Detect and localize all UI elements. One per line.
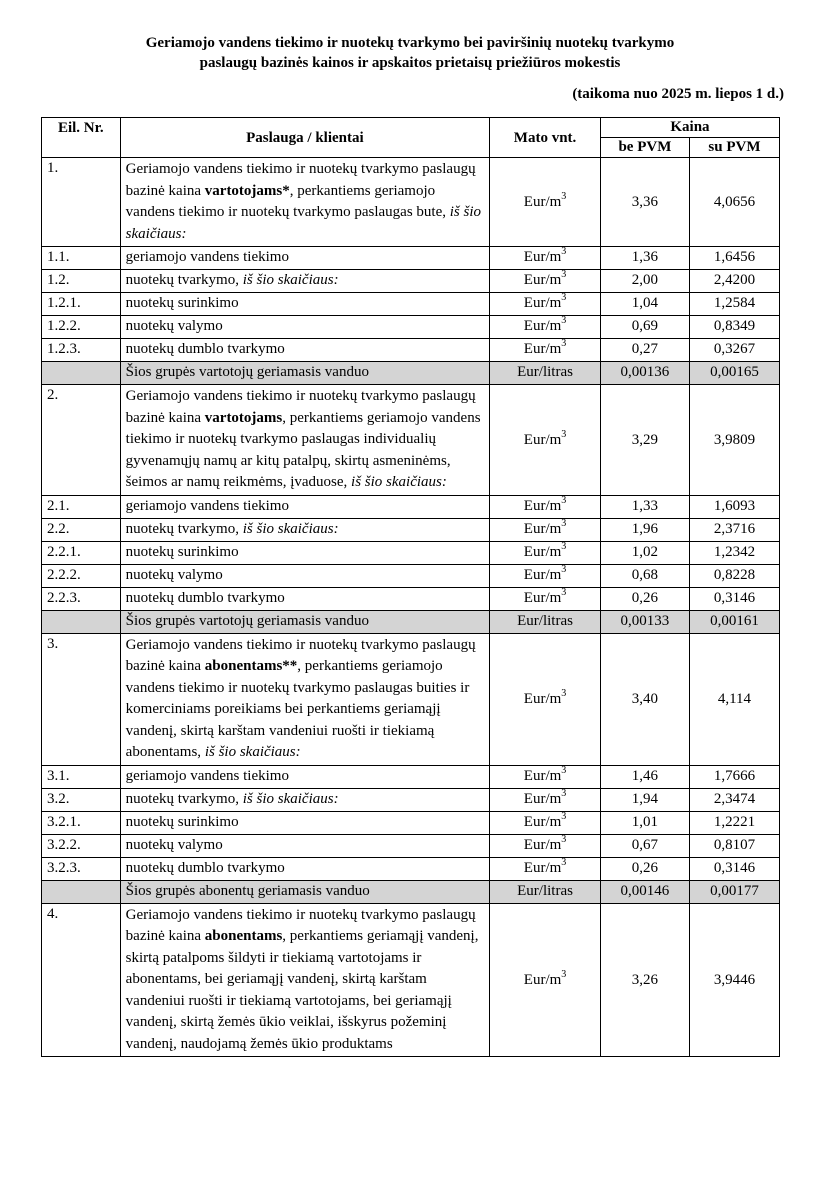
price-with-vat: 4,114 bbox=[689, 633, 779, 765]
table-row bbox=[42, 834, 780, 857]
unit-text: Eur/m bbox=[523, 589, 562, 606]
summary-price-with-vat: 0,00165 bbox=[689, 362, 779, 385]
service-text: geriamojo vandens tiekimo bbox=[125, 497, 289, 514]
col-header-service: Paslauga / klientai bbox=[120, 118, 490, 158]
table-row-group bbox=[42, 633, 780, 765]
unit-cell bbox=[490, 834, 601, 857]
unit-superscript: 3 bbox=[561, 428, 567, 440]
row-number-empty bbox=[42, 362, 121, 385]
unit-cell bbox=[490, 495, 601, 518]
effective-date: (taikoma nuo 2025 m. liepos 1 d.) bbox=[572, 86, 784, 102]
price-with-vat: 3,9809 bbox=[689, 385, 779, 496]
desc-bold: abonentams** bbox=[204, 658, 298, 674]
row-number: 2.2.2. bbox=[42, 564, 121, 587]
unit-superscript: 3 bbox=[561, 968, 567, 980]
service-name bbox=[120, 541, 490, 564]
unit-text: Eur/m bbox=[523, 272, 562, 288]
table-row bbox=[42, 495, 780, 518]
price-no-vat: 1,04 bbox=[600, 293, 689, 316]
unit-cell bbox=[490, 158, 601, 247]
price-table-body bbox=[42, 158, 780, 1057]
table-row bbox=[42, 857, 780, 880]
summary-price-no-vat: 0,00133 bbox=[600, 610, 689, 633]
row-number: 1. bbox=[42, 158, 121, 247]
price-with-vat: 1,2584 bbox=[689, 293, 779, 316]
row-number: 3.1. bbox=[42, 765, 121, 788]
price-no-vat: 0,27 bbox=[600, 339, 689, 362]
unit-cell bbox=[490, 316, 601, 339]
service-name bbox=[120, 495, 490, 518]
service-name bbox=[120, 765, 490, 788]
unit-cell bbox=[490, 857, 601, 880]
col-header-price: Kaina bbox=[600, 118, 779, 138]
desc-text: Geriamojo vandens tiekimo ir nuotekų tvarkymo paslaugų bazinė kaina bbox=[125, 906, 476, 944]
row-number: 3.2. bbox=[42, 788, 121, 811]
desc-bold: abonentams bbox=[204, 928, 283, 944]
service-name bbox=[120, 339, 490, 362]
price-with-vat: 0,3267 bbox=[689, 339, 779, 362]
unit-text: Eur/m bbox=[523, 194, 562, 210]
price-with-vat: 3,9446 bbox=[689, 903, 779, 1057]
row-number: 1.1. bbox=[42, 247, 121, 270]
price-no-vat: 0,26 bbox=[600, 587, 689, 610]
col-header-with-vat: su PVM bbox=[689, 138, 779, 158]
service-name bbox=[120, 587, 490, 610]
unit-text: Eur/m bbox=[523, 790, 562, 807]
service-italic: iš šio skaičiaus: bbox=[242, 790, 339, 807]
unit-text: Eur/m bbox=[523, 341, 562, 357]
unit-cell bbox=[490, 518, 601, 541]
summary-unit: Eur/litras bbox=[490, 362, 601, 385]
unit-text: Eur/m bbox=[523, 836, 562, 853]
summary-unit: Eur/litras bbox=[490, 880, 601, 903]
unit-cell bbox=[490, 903, 601, 1057]
service-name bbox=[120, 834, 490, 857]
unit-text: Eur/m bbox=[523, 971, 562, 988]
table-row bbox=[42, 293, 780, 316]
service-name bbox=[120, 293, 490, 316]
summary-unit: Eur/litras bbox=[490, 610, 601, 633]
service-text: nuotekų dumblo tvarkymo bbox=[125, 341, 285, 357]
price-with-vat: 2,4200 bbox=[689, 270, 779, 293]
table-row-summary bbox=[42, 880, 780, 903]
unit-text: Eur/m bbox=[523, 497, 562, 514]
service-description bbox=[120, 158, 490, 247]
desc-bold: vartotojams bbox=[204, 409, 283, 426]
table-row bbox=[42, 765, 780, 788]
unit-cell bbox=[490, 385, 601, 496]
unit-superscript: 3 bbox=[561, 586, 567, 598]
service-text: nuotekų surinkimo bbox=[125, 543, 239, 560]
summary-service: Šios grupės vartotojų geriamasis vanduo bbox=[120, 362, 490, 385]
table-row bbox=[42, 518, 780, 541]
unit-cell bbox=[490, 587, 601, 610]
unit-superscript: 3 bbox=[561, 292, 567, 303]
desc-text: , perkantiems geriamojo vandens tiekimo ir nuotekų tvarkymo paslaugas buities ir komerciniams poreikiams bei perkantiems geriamąjį vandenį, skirtą karštam vandeniui ruošti ir tiekiamą abonentams, bbox=[125, 658, 470, 760]
price-with-vat: 0,3146 bbox=[689, 587, 779, 610]
unit-text: Eur/m bbox=[523, 249, 562, 265]
table-row bbox=[42, 270, 780, 293]
service-italic: iš šio skaičiaus: bbox=[242, 520, 339, 537]
table-row-summary bbox=[42, 362, 780, 385]
unit-superscript: 3 bbox=[561, 246, 567, 257]
summary-price-no-vat: 0,00146 bbox=[600, 880, 689, 903]
service-name bbox=[120, 788, 490, 811]
unit-superscript: 3 bbox=[561, 787, 567, 799]
price-no-vat: 3,36 bbox=[600, 158, 689, 247]
unit-superscript: 3 bbox=[561, 338, 567, 349]
row-number: 2.2. bbox=[42, 518, 121, 541]
table-row bbox=[42, 587, 780, 610]
table-row bbox=[42, 564, 780, 587]
service-name bbox=[120, 247, 490, 270]
unit-superscript: 3 bbox=[561, 810, 567, 822]
service-description bbox=[120, 385, 490, 496]
row-number-empty bbox=[42, 880, 121, 903]
table-row bbox=[42, 339, 780, 362]
unit-superscript: 3 bbox=[561, 315, 567, 326]
price-no-vat: 3,26 bbox=[600, 903, 689, 1057]
row-number: 3.2.1. bbox=[42, 811, 121, 834]
table-row-group bbox=[42, 385, 780, 496]
service-italic: iš šio skaičiaus: bbox=[242, 272, 339, 288]
desc-italic: iš šio skaičiaus: bbox=[125, 204, 482, 242]
unit-text: Eur/m bbox=[523, 813, 562, 830]
price-no-vat: 1,33 bbox=[600, 495, 689, 518]
unit-text: Eur/m bbox=[523, 318, 562, 334]
row-number: 2.2.1. bbox=[42, 541, 121, 564]
row-number-empty bbox=[42, 610, 121, 633]
col-header-no-vat: be PVM bbox=[600, 138, 689, 158]
desc-text: Geriamojo vandens tiekimo ir nuotekų tvarkymo paslaugų bazinė kaina bbox=[125, 636, 476, 674]
service-text: nuotekų valymo bbox=[125, 318, 223, 334]
price-no-vat: 1,02 bbox=[600, 541, 689, 564]
table-row-group bbox=[42, 158, 780, 247]
price-with-vat: 0,8349 bbox=[689, 316, 779, 339]
service-description bbox=[120, 903, 490, 1057]
desc-text: , perkantiems geriamąjį vandenį, skirtą patalpoms šildyti ir tiekiamą vartotojams ir abonentams, bei geriamąjį vandenį, skirtą karštam vandeniui ruošti ir tiekiamą vartotojams, bei geriamąjį vandenį, skirtą žemės ūkio veiklai, išskyrus požeminį vandenį, naudojamą žemės ūkio produktams bbox=[125, 928, 479, 1052]
unit-cell bbox=[490, 765, 601, 788]
document-title bbox=[40, 33, 780, 73]
service-text: nuotekų surinkimo bbox=[125, 295, 239, 311]
price-no-vat: 2,00 bbox=[600, 270, 689, 293]
unit-superscript: 3 bbox=[561, 833, 567, 845]
col-header-nr: Eil. Nr. bbox=[42, 118, 121, 158]
price-with-vat: 1,2342 bbox=[689, 541, 779, 564]
unit-cell bbox=[490, 633, 601, 765]
service-name bbox=[120, 811, 490, 834]
service-text: nuotekų valymo bbox=[125, 836, 223, 853]
price-no-vat: 1,36 bbox=[600, 247, 689, 270]
service-name bbox=[120, 316, 490, 339]
unit-superscript: 3 bbox=[561, 764, 567, 776]
price-with-vat: 0,8228 bbox=[689, 564, 779, 587]
service-text: nuotekų valymo bbox=[125, 566, 223, 583]
title-line-2: paslaugų bazinės kainos ir apskaitos prietaisų priežiūros mokestis bbox=[199, 55, 621, 71]
desc-bold: vartotojams* bbox=[204, 182, 290, 199]
row-number: 4. bbox=[42, 903, 121, 1057]
service-text: nuotekų dumblo tvarkymo bbox=[125, 859, 285, 876]
row-number: 3. bbox=[42, 633, 121, 765]
service-description bbox=[120, 633, 490, 765]
service-name bbox=[120, 270, 490, 293]
table-row bbox=[42, 247, 780, 270]
price-no-vat: 0,67 bbox=[600, 834, 689, 857]
unit-text: Eur/m bbox=[523, 543, 562, 560]
col-header-unit: Mato vnt. bbox=[490, 118, 601, 158]
unit-superscript: 3 bbox=[561, 540, 567, 552]
summary-service: Šios grupės vartotojų geriamasis vanduo bbox=[120, 610, 490, 633]
price-with-vat: 0,8107 bbox=[689, 834, 779, 857]
table-row-group bbox=[42, 903, 780, 1057]
price-no-vat: 3,40 bbox=[600, 633, 689, 765]
row-number: 1.2.3. bbox=[42, 339, 121, 362]
summary-price-no-vat: 0,00136 bbox=[600, 362, 689, 385]
desc-italic: iš šio skaičiaus: bbox=[351, 474, 447, 490]
row-number: 2. bbox=[42, 385, 121, 496]
price-table bbox=[41, 117, 780, 1057]
row-number: 2.2.3. bbox=[42, 587, 121, 610]
unit-text: Eur/m bbox=[523, 566, 562, 583]
unit-superscript: 3 bbox=[561, 856, 567, 868]
price-no-vat: 0,69 bbox=[600, 316, 689, 339]
row-number: 1.2. bbox=[42, 270, 121, 293]
service-name bbox=[120, 518, 490, 541]
service-text: nuotekų surinkimo bbox=[125, 813, 239, 830]
unit-cell bbox=[490, 270, 601, 293]
unit-superscript: 3 bbox=[561, 269, 567, 280]
unit-text: Eur/m bbox=[523, 431, 562, 448]
summary-price-with-vat: 0,00177 bbox=[689, 880, 779, 903]
table-row bbox=[42, 811, 780, 834]
price-with-vat: 4,0656 bbox=[689, 158, 779, 247]
service-text: geriamojo vandens tiekimo bbox=[125, 767, 289, 784]
price-no-vat: 1,46 bbox=[600, 765, 689, 788]
desc-italic: iš šio skaičiaus: bbox=[204, 744, 301, 760]
price-no-vat: 1,96 bbox=[600, 518, 689, 541]
service-text: geriamojo vandens tiekimo bbox=[125, 249, 289, 265]
price-with-vat: 2,3716 bbox=[689, 518, 779, 541]
service-text: nuotekų tvarkymo, bbox=[125, 520, 243, 537]
row-number: 1.2.2. bbox=[42, 316, 121, 339]
service-name bbox=[120, 564, 490, 587]
unit-text: Eur/m bbox=[523, 859, 562, 876]
desc-text: Geriamojo vandens tiekimo ir nuotekų tvarkymo paslaugų bazinė kaina bbox=[125, 161, 476, 199]
table-row bbox=[42, 788, 780, 811]
unit-cell bbox=[490, 339, 601, 362]
price-with-vat: 1,2221 bbox=[689, 811, 779, 834]
price-no-vat: 0,68 bbox=[600, 564, 689, 587]
unit-superscript: 3 bbox=[561, 563, 567, 575]
row-number: 3.2.2. bbox=[42, 834, 121, 857]
table-row bbox=[42, 316, 780, 339]
price-with-vat: 1,6456 bbox=[689, 247, 779, 270]
price-with-vat: 0,3146 bbox=[689, 857, 779, 880]
unit-cell bbox=[490, 293, 601, 316]
unit-cell bbox=[490, 811, 601, 834]
price-with-vat: 1,6093 bbox=[689, 495, 779, 518]
desc-text: Geriamojo vandens tiekimo ir nuotekų tvarkymo paslaugų bazinė kaina bbox=[125, 388, 476, 426]
price-no-vat: 1,94 bbox=[600, 788, 689, 811]
summary-price-with-vat: 0,00161 bbox=[689, 610, 779, 633]
service-text: nuotekų tvarkymo, bbox=[125, 790, 243, 807]
unit-superscript: 3 bbox=[561, 494, 567, 506]
row-number: 2.1. bbox=[42, 495, 121, 518]
unit-cell bbox=[490, 247, 601, 270]
price-with-vat: 2,3474 bbox=[689, 788, 779, 811]
row-number: 1.2.1. bbox=[42, 293, 121, 316]
service-text: nuotekų tvarkymo, bbox=[125, 272, 243, 288]
price-no-vat: 1,01 bbox=[600, 811, 689, 834]
price-with-vat: 1,7666 bbox=[689, 765, 779, 788]
unit-cell bbox=[490, 541, 601, 564]
table-row-summary bbox=[42, 610, 780, 633]
row-number: 3.2.3. bbox=[42, 857, 121, 880]
desc-text: , perkantiems geriamojo vandens tiekimo ir nuotekų tvarkymo paslaugas individualių gyvenamųjų namų ar kitų patalpų, skirtų asmeninėms, šeimos ar namų reikmėms, įvaduose, bbox=[125, 409, 481, 490]
unit-superscript: 3 bbox=[561, 688, 567, 699]
service-text: nuotekų dumblo tvarkymo bbox=[125, 589, 285, 606]
unit-superscript: 3 bbox=[561, 517, 567, 529]
title-line-1: Geriamojo vandens tiekimo ir nuotekų tvarkymo bei paviršinių nuotekų tvarkymo bbox=[145, 35, 675, 51]
unit-superscript: 3 bbox=[561, 191, 567, 202]
unit-text: Eur/m bbox=[523, 767, 562, 784]
service-name bbox=[120, 857, 490, 880]
unit-cell bbox=[490, 788, 601, 811]
unit-text: Eur/m bbox=[523, 691, 562, 707]
unit-cell bbox=[490, 564, 601, 587]
table-row bbox=[42, 541, 780, 564]
price-no-vat: 3,29 bbox=[600, 385, 689, 496]
desc-text: , perkantiems geriamojo vandens tiekimo ir nuotekų tvarkymo paslaugas bute, bbox=[125, 182, 450, 220]
price-no-vat: 0,26 bbox=[600, 857, 689, 880]
summary-service: Šios grupės abonentų geriamasis vanduo bbox=[120, 880, 490, 903]
unit-text: Eur/m bbox=[523, 520, 562, 537]
unit-text: Eur/m bbox=[523, 295, 562, 311]
